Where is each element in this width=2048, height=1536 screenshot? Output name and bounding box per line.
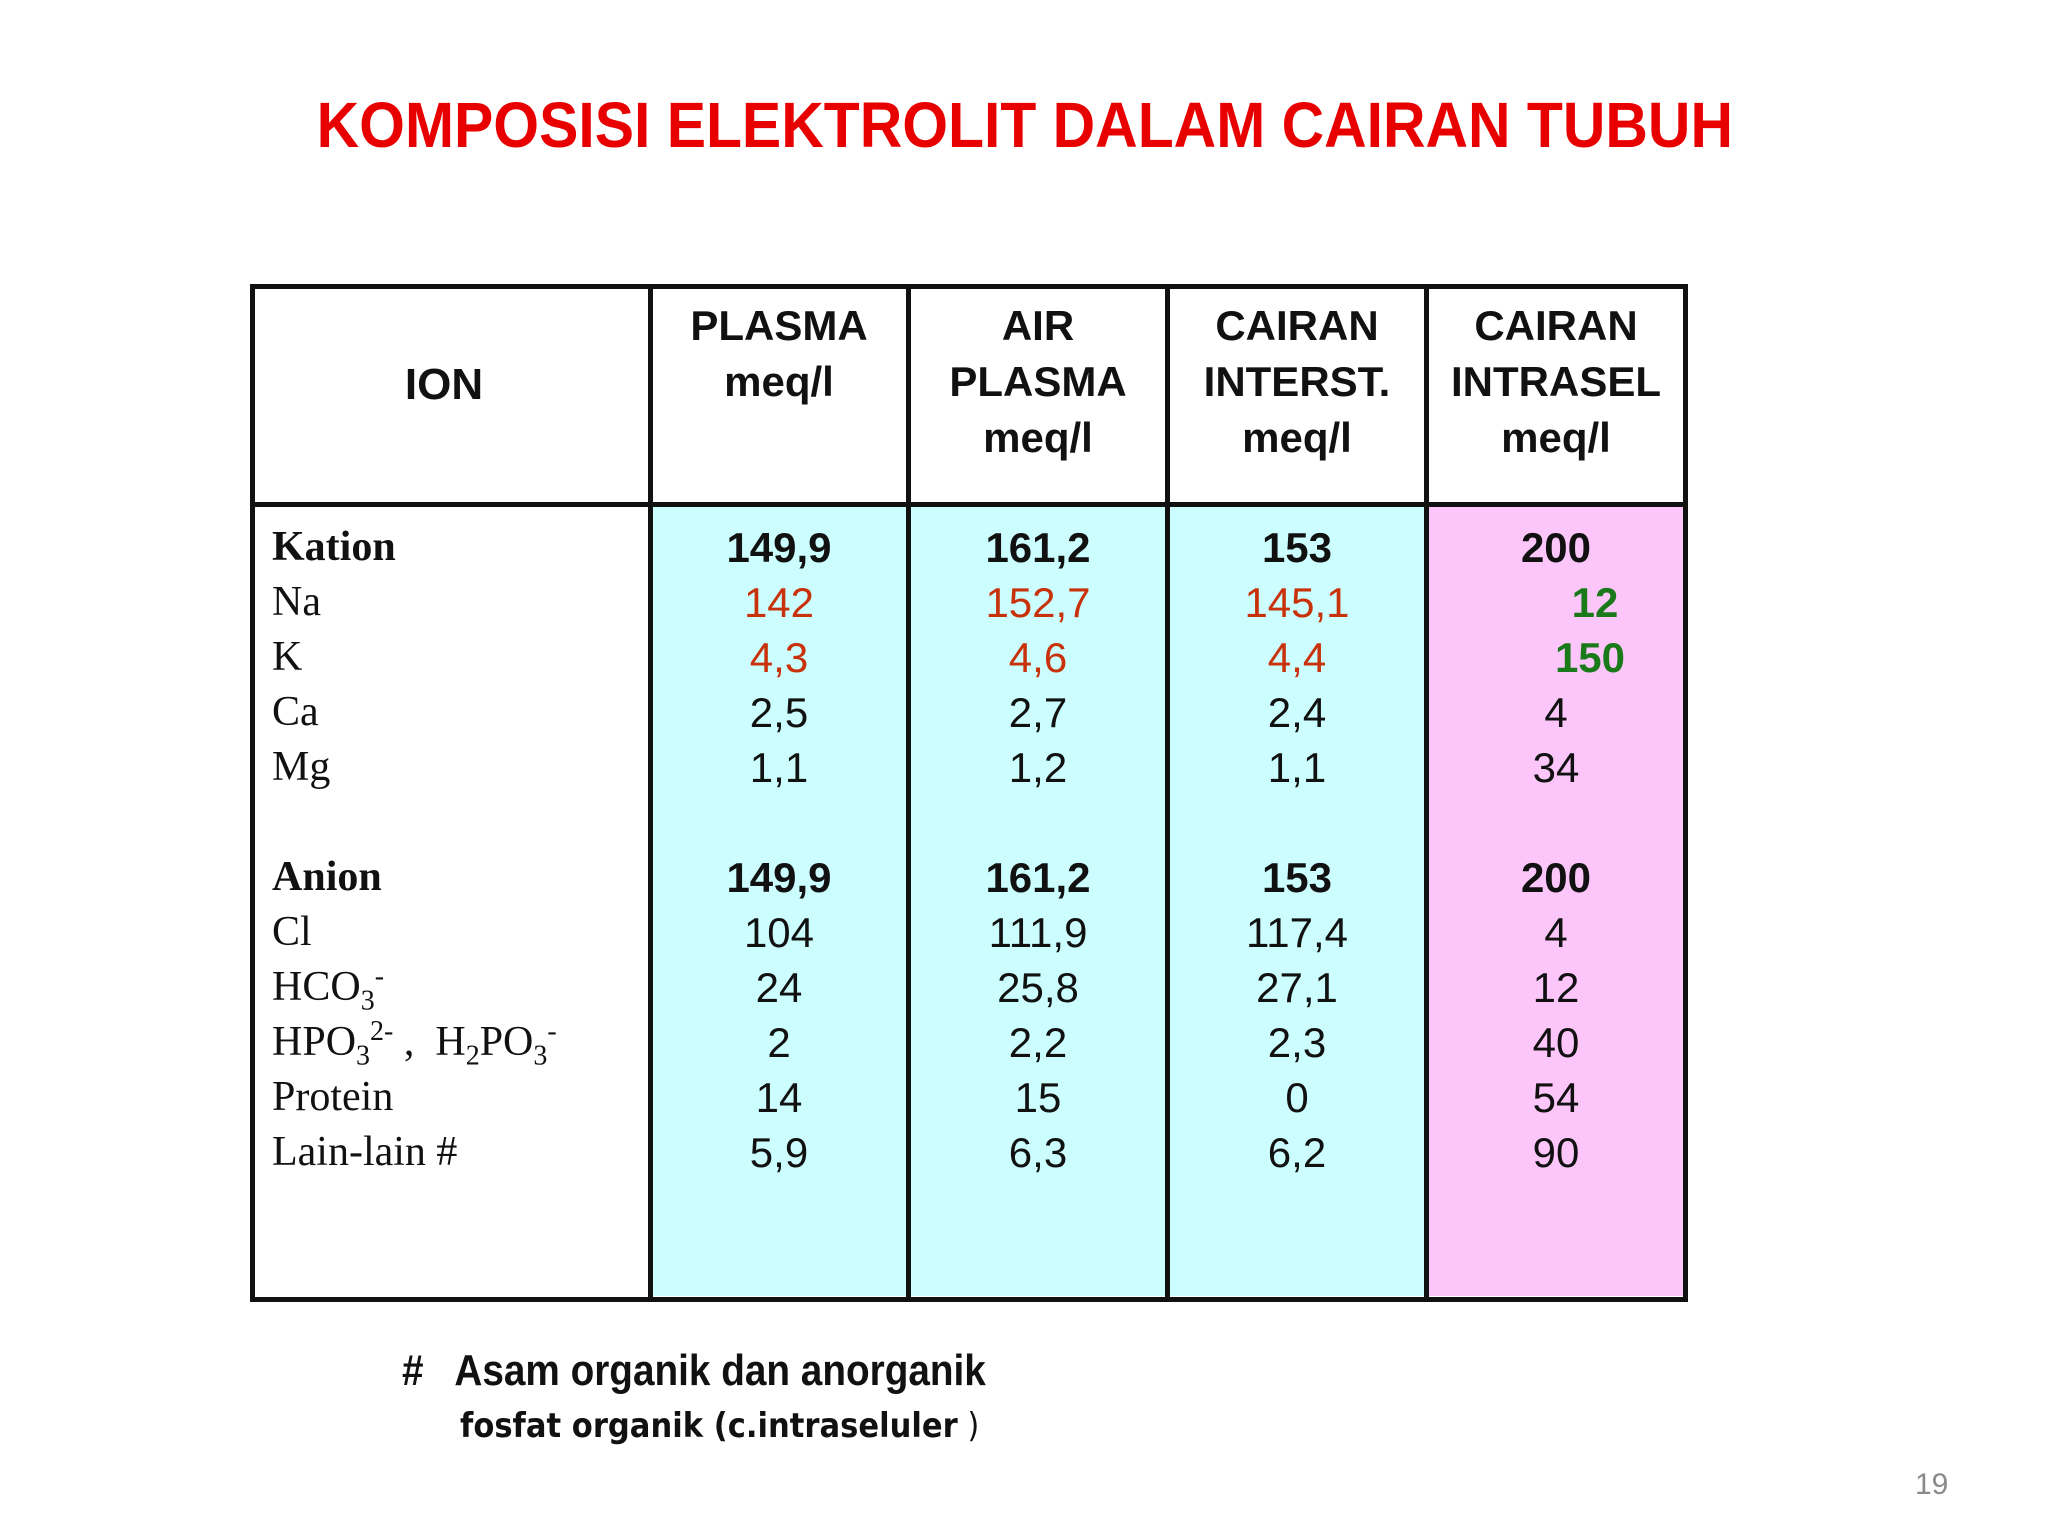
row-label: Ca: [272, 689, 319, 735]
cell-value: 1,2: [1008, 744, 1068, 791]
cell-value: 12: [1532, 964, 1580, 1011]
cell-value: 90: [1532, 1129, 1580, 1176]
cell-value: 24: [755, 964, 803, 1011]
table-row-kation: [0, 520, 2048, 575]
cell-value: 15: [1014, 1074, 1062, 1121]
table-row-mg: [0, 740, 2048, 795]
table-row-ca: [0, 685, 2048, 740]
air-plasma-column-header: AIR PLASMA meq/l: [949, 302, 1127, 461]
cell-value: 150: [1554, 634, 1626, 681]
row-label: Mg: [272, 744, 331, 790]
table-row-anion: [0, 850, 2048, 905]
table-row-na: [0, 575, 2048, 630]
row-label: Kation: [272, 524, 396, 570]
row-label: Protein: [272, 1074, 394, 1120]
cell-value: 6,2: [1267, 1129, 1327, 1176]
cell-value: 2,4: [1267, 689, 1327, 736]
cell-value: 6,3: [1008, 1129, 1068, 1176]
cell-value: 200: [1520, 854, 1592, 901]
cell-value: 40: [1532, 1019, 1580, 1066]
cell-value: 4: [1544, 909, 1568, 956]
row-label-hco3: $HCO_3^-$: [272, 961, 385, 1017]
table-row-lain-lain: [0, 1125, 2048, 1180]
footnote-line-1: # Asam organik dan anorganik: [402, 1346, 986, 1395]
cell-value: 1,1: [1267, 744, 1327, 791]
table-row-k: [0, 630, 2048, 685]
cell-value: 142: [743, 579, 815, 626]
row-label: K: [272, 634, 303, 680]
cell-value: 2: [767, 1019, 791, 1066]
cell-value: 104: [743, 909, 815, 956]
row-label-hpo3: $HPO_3^{2-}$ , $H_2PO_3^-$: [272, 1016, 557, 1072]
cell-value: 2,3: [1267, 1019, 1327, 1066]
row-label: Na: [272, 579, 321, 625]
cell-value: 161,2: [985, 524, 1091, 571]
table-row-hco3: [0, 960, 2048, 1015]
cell-value: 4,3: [749, 634, 809, 681]
ion-column-header: ION: [404, 360, 484, 409]
cell-value: 25,8: [997, 964, 1079, 1011]
table-row-hpo3: [0, 1015, 2048, 1070]
cell-value: 200: [1520, 524, 1592, 571]
cell-value: 153: [1261, 524, 1333, 571]
page-title: KOMPOSISI ELEKTROLIT DALAM CAIRAN TUBUH: [316, 89, 1733, 161]
intracellular-column-header: CAIRAN INTRASEL meq/l: [1451, 302, 1661, 461]
footnote-line-2: fosfat organik (c.intraseluler ): [460, 1406, 980, 1446]
row-label: Anion: [272, 854, 382, 900]
row-label: Cl: [272, 909, 312, 955]
cell-value: 153: [1261, 854, 1333, 901]
interstitial-column-header: CAIRAN INTERST. meq/l: [1203, 302, 1391, 461]
cell-value: 14: [755, 1074, 803, 1121]
cell-value: 145,1: [1244, 579, 1350, 626]
cell-value: 152,7: [985, 579, 1091, 626]
plasma-column-header: PLASMA meq/l: [690, 302, 868, 405]
cell-value: 5,9: [749, 1129, 809, 1176]
cell-value: 149,9: [726, 854, 832, 901]
cell-value: 12: [1571, 579, 1619, 626]
cell-value: 111,9: [988, 909, 1088, 956]
cell-value: 161,2: [985, 854, 1091, 901]
row-label: Lain-lain #: [272, 1129, 458, 1175]
page-number: 19: [1915, 1468, 1949, 1501]
cell-value: 4,4: [1267, 634, 1327, 681]
cell-value: 2,2: [1008, 1019, 1068, 1066]
cell-value: 27,1: [1256, 964, 1338, 1011]
cell-value: 0: [1285, 1074, 1309, 1121]
cell-value: 34: [1532, 744, 1580, 791]
cell-value: 4,6: [1008, 634, 1068, 681]
cell-value: 2,5: [749, 689, 809, 736]
cell-value: 1,1: [749, 744, 809, 791]
cell-value: 4: [1544, 689, 1568, 736]
header-divider: [250, 502, 1688, 507]
table-row-cl: [0, 905, 2048, 960]
cell-value: 54: [1532, 1074, 1580, 1121]
cell-value: 117,4: [1246, 909, 1348, 956]
cell-value: 2,7: [1008, 689, 1068, 736]
cell-value: 149,9: [726, 524, 832, 571]
table-row-protein: [0, 1070, 2048, 1125]
